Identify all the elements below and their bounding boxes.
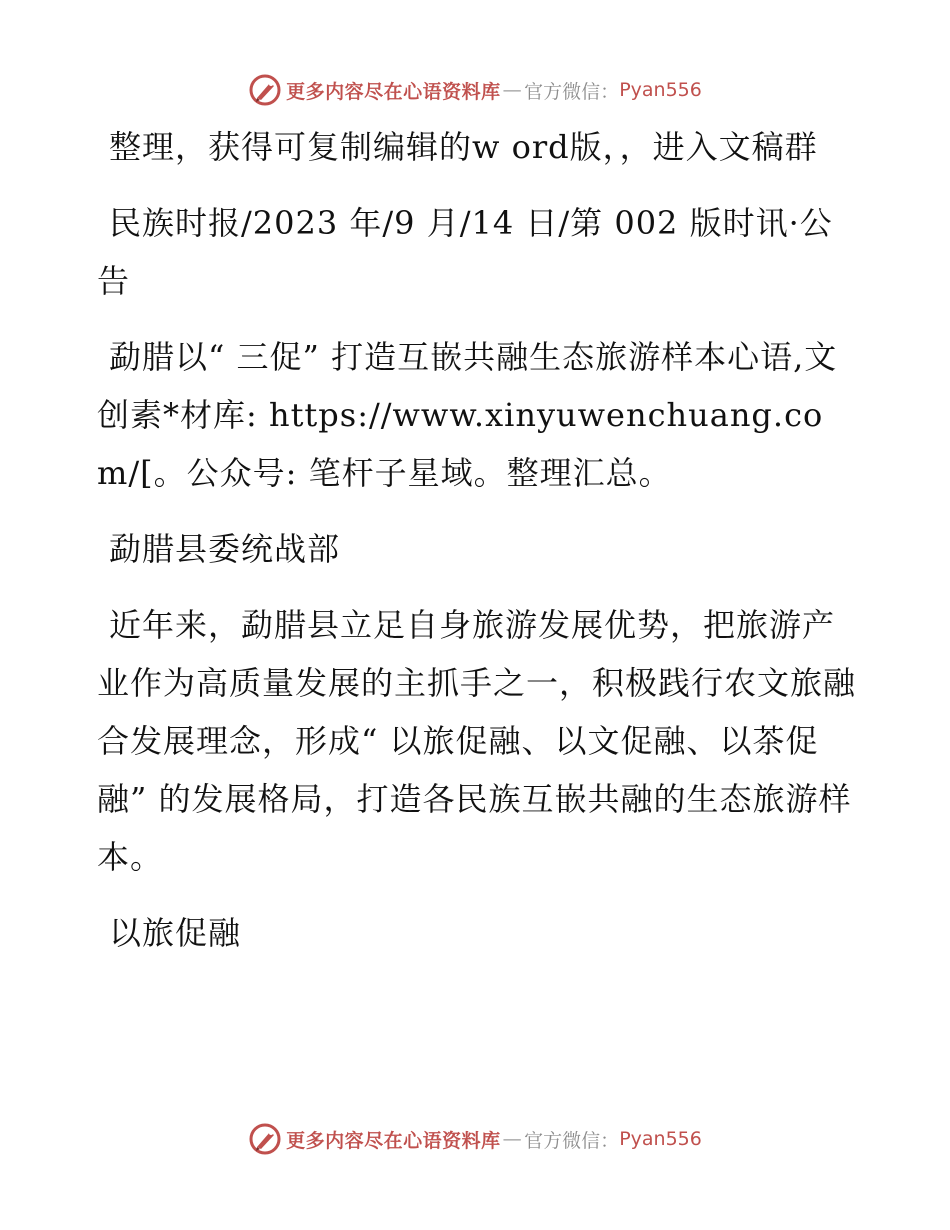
paragraph-section-heading: 以旅促融 <box>109 914 242 952</box>
footer-banner <box>0 1117 950 1161</box>
footer-separator: — <box>502 1128 523 1150</box>
paragraph-source-line: 民族时报/2023 年/9 月/14 日/第 002 版时讯·公告 <box>97 204 833 300</box>
header-wechat-label: 官方微信： <box>524 80 620 103</box>
paragraph-author: 勐腊县委统战部 <box>109 530 341 568</box>
header-brand-text: 更多内容尽在心语资料库 <box>286 80 501 103</box>
pen-logo-icon <box>248 73 282 107</box>
document-body <box>97 118 857 980</box>
paragraph-body: 近年来，勐腊县立足自身旅游发展优势，把旅游产业作为高质量发展的主抓手之一，积极践行农文旅融合发展理念，形成“ 以旅促融、以文促融、以茶促融” 的发展格局，打造各民族互嵌共融的生态旅游样本。 <box>97 606 857 876</box>
pen-logo-icon <box>248 1122 282 1156</box>
header-banner <box>0 68 950 112</box>
footer-wechat-label: 官方微信： <box>524 1129 620 1152</box>
header-separator: — <box>502 79 523 101</box>
footer-brand-text: 更多内容尽在心语资料库 <box>286 1129 501 1152</box>
paragraph-intro-note: 整理，获得可复制编辑的w ord版，，进入文稿群 <box>109 128 818 166</box>
footer-wechat-id: Pyan556 <box>619 1128 702 1150</box>
paragraph-article-title: 勐腊以“ 三促” 打造互嵌共融生态旅游样本心语,文创素*材库: https://www.xinyuwenchuang.com/[。公众号: 笔杆子星域。整理汇总。 <box>97 338 838 492</box>
header-wechat-id: Pyan556 <box>619 79 702 101</box>
